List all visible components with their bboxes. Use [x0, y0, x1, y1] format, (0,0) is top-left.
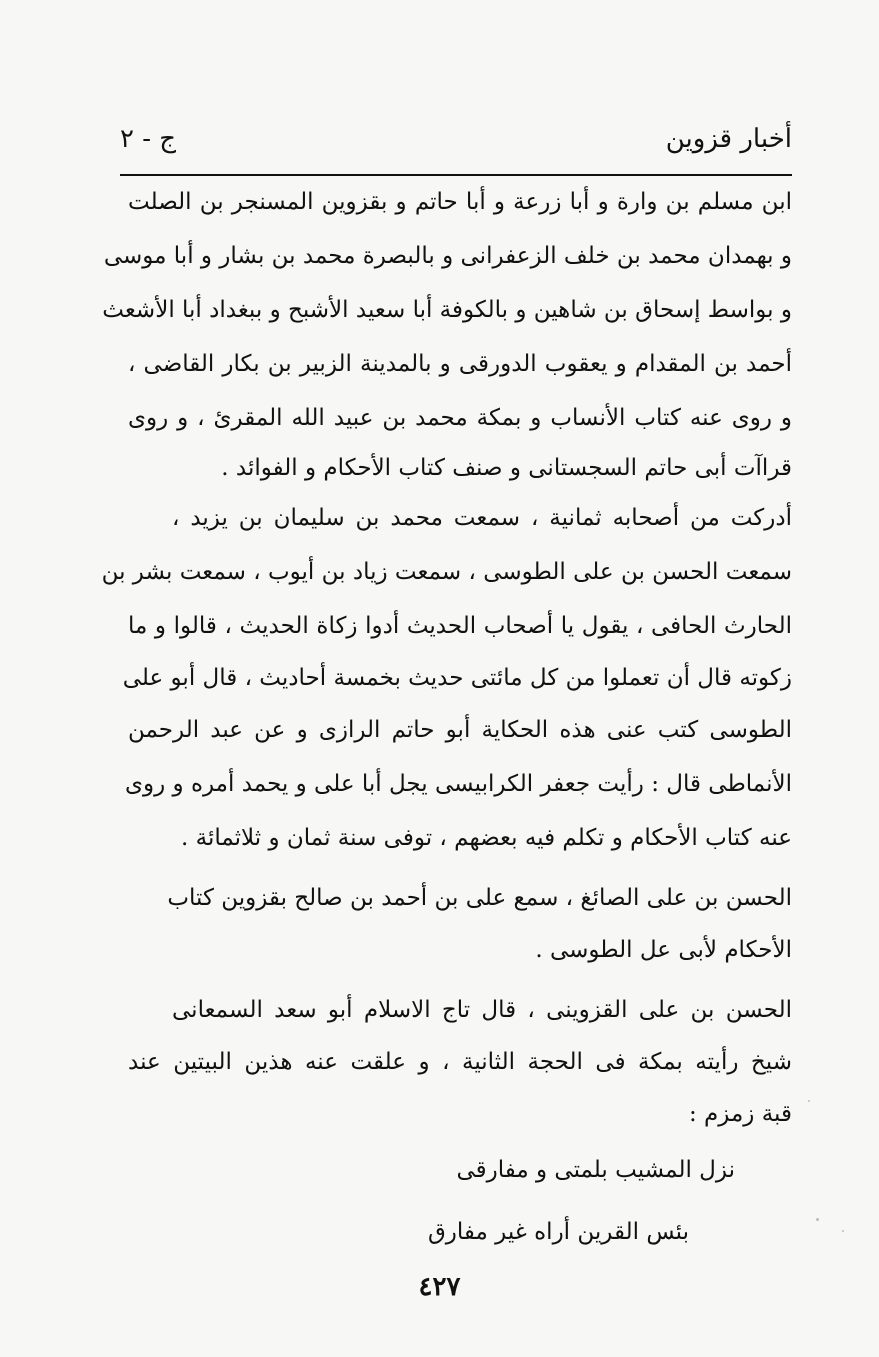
- text-line: الأنماطى قال : رأيت جعفر الكرابيسى يجل أبا على و يحمد أمره و روى: [125, 771, 792, 797]
- text-line: و بهمدان محمد بن خلف الزعفرانى و بالبصرة محمد بن بشار و أبا موسى: [103, 243, 792, 269]
- text-line: ابن مسلم بن وارة و أبا زرعة و أبا حاتم و بقزوين المسنجر بن الصلت: [128, 189, 792, 215]
- text-line: و بواسط إسحاق بن شاهين و بالكوفة أبا سعيد الأشبح و ببغداد أبا الأشعث: [102, 297, 792, 323]
- verse-line: نزل المشيب بلمتى و مفارقى: [456, 1157, 735, 1183]
- verse-line: بئس القرين أراه غير مفارق: [427, 1219, 689, 1245]
- text-line: الحسن بن على الصائغ ، سمع على بن أحمد بن صالح بقزوين كتاب: [167, 885, 792, 911]
- text-line: و روى عنه كتاب الأنساب و بمكة محمد بن عبيد الله المقرئ ، و روى: [128, 405, 792, 431]
- paper-speck: [808, 1100, 810, 1102]
- text-line: زكوته قال أن تعملوا من كل مائتى حديث بخمسة أحاديث ، قال أبو على: [122, 665, 792, 691]
- paper-speck: [842, 1230, 844, 1232]
- text-line: الحسن بن على القزوينى ، قال تاج الاسلام أبو سعد السمعانى: [172, 997, 792, 1023]
- text-line: قراآت أبى حاتم السجستانى و صنف كتاب الأحكام و الفوائد .: [221, 455, 792, 481]
- text-line: عنه كتاب الأحكام و تكلم فيه بعضهم ، توفى سنة ثمان و ثلاثمائة .: [180, 825, 792, 851]
- text-line: أدركت من أصحابه ثمانية ، سمعت محمد بن سليمان بن يزيد ،: [172, 505, 792, 531]
- text-line: قبة زمزم :: [689, 1101, 792, 1127]
- book-title: أخبار قزوين: [665, 124, 792, 154]
- text-line: الطوسى كتب عنى هذه الحكاية أبو حاتم الرازى و عن عبد الرحمن: [128, 717, 792, 743]
- volume-number: ج - ٢: [120, 124, 177, 154]
- page-number: ٤٢٧: [418, 1272, 461, 1302]
- text-line: شيخ رأيته بمكة فى الحجة الثانية ، و علقت عنه هذين البيتين عند: [128, 1049, 792, 1075]
- text-line: الحارث الحافى ، يقول يا أصحاب الحديث أدوا زكاة الحديث ، قالوا و ما: [128, 613, 792, 639]
- header-rule: [120, 174, 792, 176]
- text-line: أحمد بن المقدام و يعقوب الدورقى و بالمدينة الزبير بن بكار القاضى ،: [128, 351, 792, 377]
- paper-speck: [816, 1218, 819, 1221]
- text-line: الأحكام لأبى عل الطوسى .: [535, 937, 792, 963]
- running-header: [120, 120, 792, 176]
- text-line: سمعت الحسن بن على الطوسى ، سمعت زياد بن أيوب ، سمعت بشر بن: [101, 559, 792, 585]
